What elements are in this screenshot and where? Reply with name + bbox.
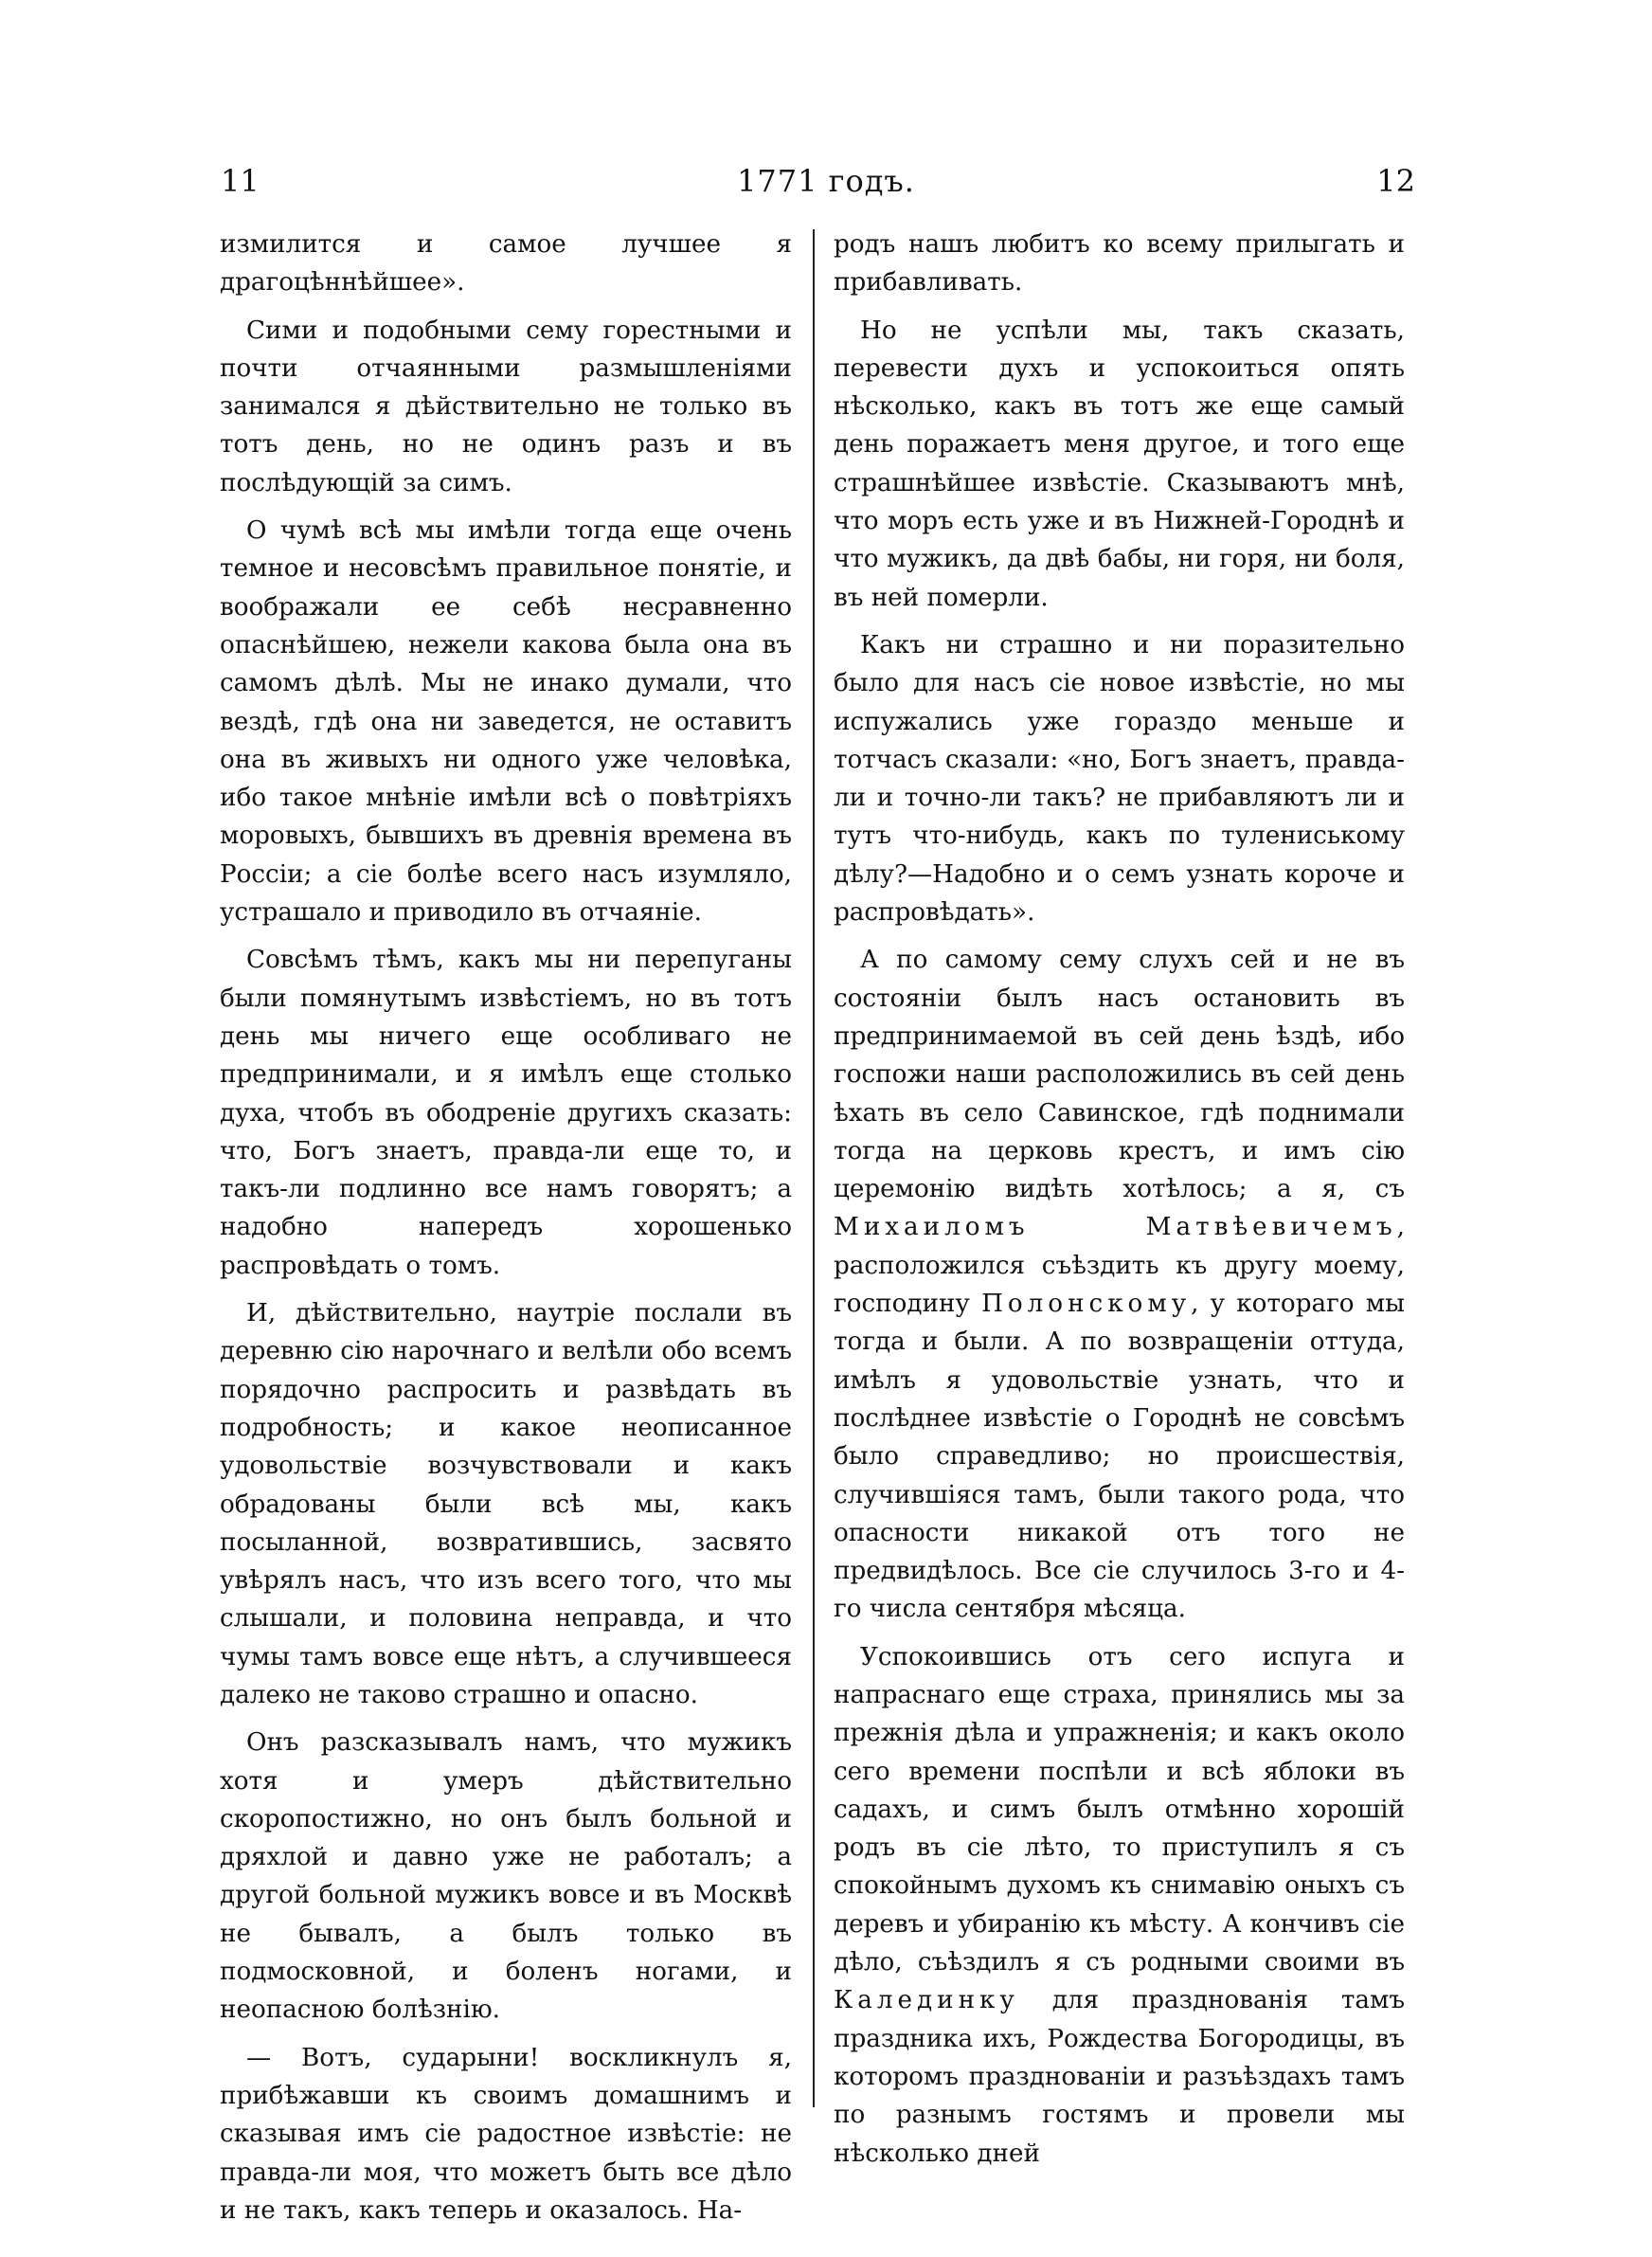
- person-name: Полонскому: [981, 1290, 1192, 1319]
- running-header: [0, 163, 1652, 210]
- text-run: Успокоившись отъ сего испуга и напраснаго еще страха, принялись мы за прежнія дѣла и упражненія; и какъ около сего времени поспѣли и всѣ яблоки въ садахъ, и симъ былъ отмѣнно хорошій родъ въ сіе лѣто, то приступилъ я съ спокойнымъ духомъ къ снимавію оныхъ съ деревъ и убиранію къ мѣсту. А кончивъ сіе дѣло, съѣздилъ я съ родными своими въ: [834, 1642, 1405, 1977]
- text-run: , расположился съѣздить къ другу моему, господину: [834, 1213, 1405, 1319]
- paragraph: Онъ разсказывалъ намъ, что мужикъ хотя и умеръ дѣйствительно скоропостижно, но онъ былъ больной и дряхлой и давно уже не работалъ; а другой больной мужикъ вовсе и въ Москвѣ не бывалъ, а былъ только въ подмосковной, и боленъ ногами, и неопасною болѣзнію.: [220, 1728, 792, 2025]
- page-number-right: 12: [1376, 163, 1415, 199]
- left-column: [220, 226, 792, 2239]
- page-number-left: 11: [221, 163, 260, 199]
- paragraph: О чумѣ всѣ мы имѣли тогда еще очень темное и несовсѣмъ правильное понятіе, и воображали ее себѣ несравненно опаснѣйшею, нежели какова была она въ самомъ дѣлѣ. Мы не инако думали, что вездѣ, гдѣ она ни заведется, не оставитъ она въ живыхъ ни одного уже человѣка, ибо такое мнѣніе имѣли всѣ о повѣтріяхъ моровыхъ, бывшихъ въ древнія времена въ Россіи; а сіе болѣе всего насъ изумляло, устрашало и приводило въ отчаяніе.: [220, 516, 792, 928]
- text-run: , у котораго мы тогда и были. А по возвращеніи оттуда, имѣлъ я удовольствіе узнать, что и послѣднее извѣстіе о Городнѣ не совсѣмъ было справедливо; но происшествія, случившіяся тамъ, были такого рода, что опасности никакой отъ того не предвидѣлось. Все сіе случилось 3-го и 4-го числа сентября мѣсяца.: [834, 1290, 1406, 1624]
- paragraph: — Вотъ, сударыни! воскликнулъ я, прибѣжавши къ своимъ домашнимъ и сказывая имъ сіе радостное извѣстіе: не правда-ли моя, что можетъ быть все дѣло и не такъ, какъ теперь и оказалось. На-: [220, 2043, 792, 2225]
- paragraph: Какъ ни страшно и ни поразительно было для насъ сіе новое извѣстіе, но мы испужались уже гораздо меньше и тотчасъ сказали: «но, Богъ знаетъ, правда-ли и точно-ли такъ? не прибавляютъ ли и тутъ что-нибудь, какъ по тулениському дѣлу?—Надобно и о семъ узнать короче и распровѣдать».: [834, 630, 1405, 928]
- running-title: 1771 годъ.: [737, 163, 915, 199]
- paragraph: [834, 1638, 1405, 2173]
- person-name: Михаиломъ Матвѣевичемъ: [834, 1213, 1397, 1242]
- text-run: для празднованія тамъ праздника ихъ, Рождества Богородицы, въ которомъ празднованіи и разъѣздахъ тамъ по разнымъ гостямъ и провели мы нѣсколько дней: [834, 1986, 1405, 2168]
- paragraph: Совсѣмъ тѣмъ, какъ мы ни перепуганы были помянутымъ извѣстіемъ, но въ тотъ день мы ничего еще особливаго не предпринимали, и я имѣлъ еще столько духа, чтобъ въ ободреніе другихъ сказать: что, Богъ знаетъ, правда-ли еще то, и такъ-ли подлинно все намъ говорятъ; а надобно напередъ хорошенько распровѣдать о томъ.: [220, 946, 792, 1280]
- column-divider: [813, 229, 815, 2107]
- paragraph: измилится и самое лучшее я драгоцѣннѣйшее».: [220, 230, 792, 298]
- right-column: [834, 226, 1405, 2182]
- paragraph: Но не успѣли мы, такъ сказать, перевести духъ и успокоиться опять нѣсколько, какъ въ тотъ же еще самый день поражаетъ меня другое, и того еще страшнѣйшее извѣстіе. Сказываютъ мнѣ, что моръ есть уже и въ Нижней-Городнѣ и что мужикъ, да двѣ бабы, ни горя, ни боля, въ ней померли.: [834, 316, 1405, 612]
- paragraph: Сими и подобными сему горестными и почти отчаянными размышленіями занимался я дѣйствительно не только въ тотъ день, но не одинъ разъ и въ послѣдующій за симъ.: [220, 316, 792, 497]
- text-run: А по самому сему слухъ сей и не въ состояніи былъ насъ остановить въ предпринимаемой въ сей день ѣздѣ, ибо госпожи наши расположились въ сей день ѣхать въ село Савинское, гдѣ поднимали тогда на церковь крестъ, и имъ сію церемонію видѣть хотѣлось; а я, съ: [834, 946, 1405, 1204]
- paragraph: родъ нашъ любитъ ко всему прилыгать и прибавливать.: [834, 230, 1405, 298]
- place-name: Калединку: [834, 1986, 1019, 2015]
- paragraph: [834, 941, 1405, 1628]
- paragraph: И, дѣйствительно, наутріе послали въ деревню сію нарочнаго и велѣли обо всемъ порядочно распросить и развѣдать въ подробность; и какое неописанное удовольствіе возчувствовали и какъ обрадованы были всѣ мы, какъ посыланной, возвратившись, засвято увѣрялъ насъ, что изъ всего того, что мы слышали, и половина неправда, и что чумы тамъ вовсе еще нѣтъ, а случившееся далеко не таково страшно и опасно.: [220, 1299, 792, 1709]
